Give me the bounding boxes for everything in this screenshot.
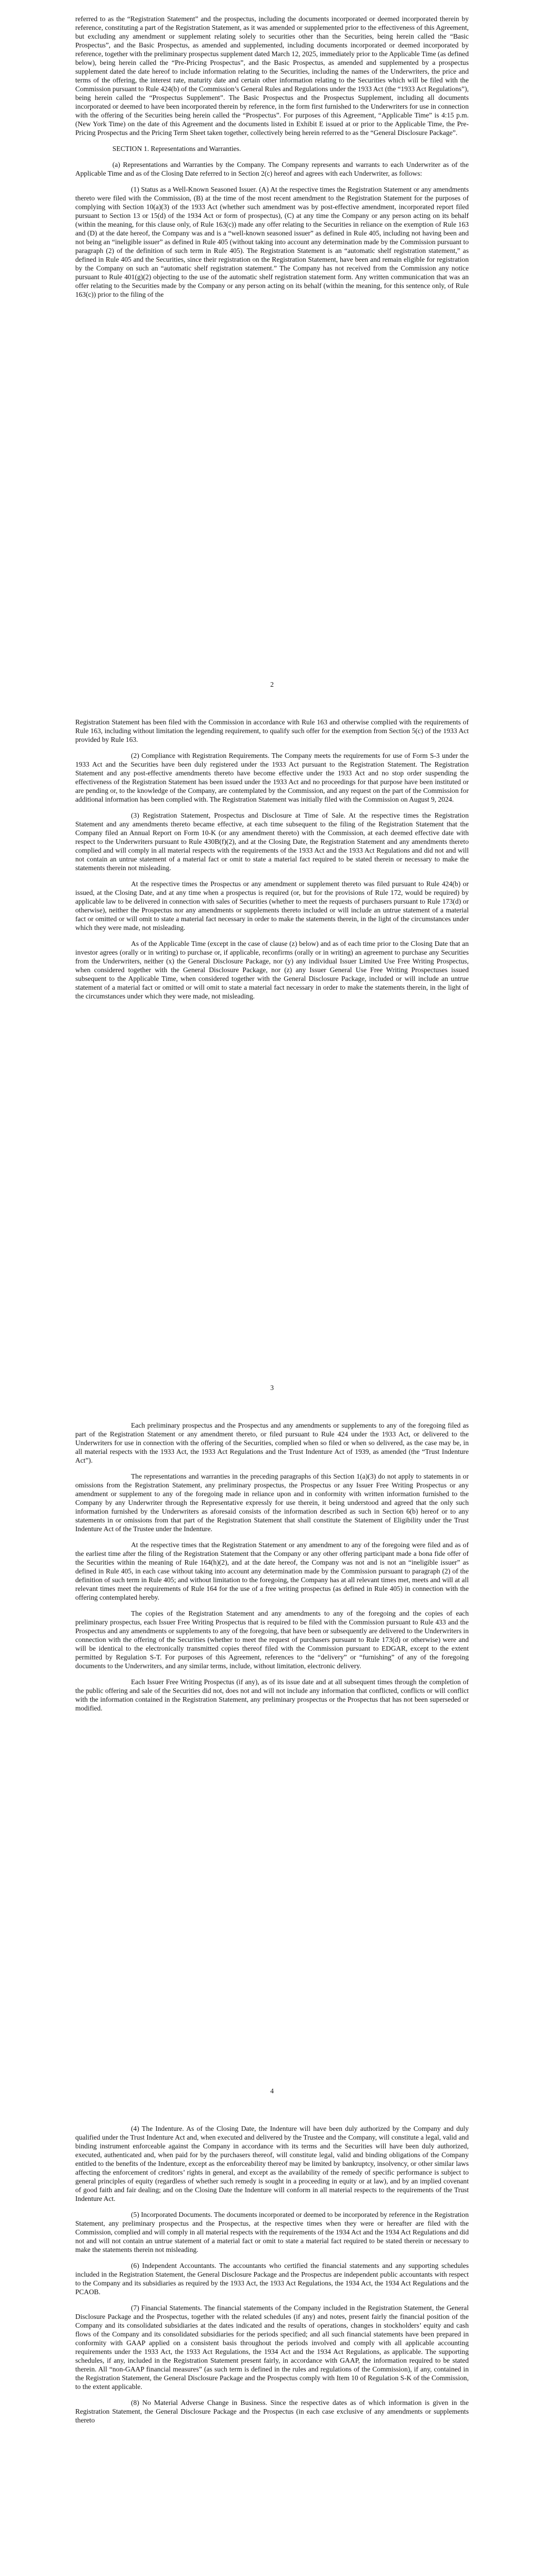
paragraph-1a-2: (2) Compliance with Registration Requirements. The Company meets the requirements for use of Form S-3 under the 1933 Act and the Securities have been duly registered under the 1933 Act pursuant to the Registration Statement. The Registration Statement and any post-effective amendments thereto have become effective under the 1933 Act and no stop order suspending the effectiveness of the Registration Statement has been issued under the 1933 Act and no proceedings for that purpose have been instituted or are pending or, to the knowledge of the Company, are contemplated by the Commission, and any request on the part of the Commission for additional information has been complied with. The Registration Statement was initially filed with the Commission on August 9, 2024. (75, 752, 469, 803)
paragraph-definitions: referred to as the “Registration Statement” and the prospectus, including the documents incorporated or deemed incorporated therein by reference, constituting a part of the Registration Statement, as it was amended or supplemented prior to the effectiveness of this Agreement, but excluding any amendment or supplement relating solely to securities other than the Securities, being herein called the “Basic Prospectus”, and the Basic Prospectus, as amended and supplemented, including documents incorporated or deemed incorporated by reference, together with the preliminary prospectus supplement dated March 12, 2025, immediately prior to the Applicable Time (as defined below), being herein called the “Pre-Pricing Prospectus”, and the Basic Prospectus, as amended and supplemented by a prospectus supplement dated the date hereof to include information relating to the Securities, including the names of the Underwriters, the price and terms of the offering, the interest rate, maturity date and certain other information relating to the Securities which will be filed with the Commission pursuant to Rule 424(b) of the Commission’s General Rules and Regulations under the 1933 Act (the “1933 Act Regulations”), being herein called the “Prospectus Supplement”. The Basic Prospectus and the Prospectus Supplement, including all documents incorporated or deemed to have been incorporated therein by reference, in the form first furnished to the Underwriters for use in connection with the offering of the Securities being herein called the “Prospectus”. For purposes of this Agreement, “Applicable Time” is 4:15 p.m. (New York Time) on the date of this Agreement and the documents listed in Exhibit E issued at or prior to the Applicable Time, the Pre-Pricing Prospectus and the Pricing Term Sheet taken together, collectively being herein referred to as the “General Disclosure Package”. (75, 15, 469, 137)
paragraph-preliminary-prospectus: Each preliminary prospectus and the Prospectus and any amendments or supplements to any of the foregoing filed as part of the Registration Statement or any amendment thereto, or filed pursuant to Rule 424 under the 1933 Act, or delivered to the Underwriters for use in connection with the offering of the Securities, complied when so filed or when so delivered, as the case may be, in all material respects with the 1933 Act, the 1933 Act Regulations and the Trust Indenture Act of 1939, as amended (the “Trust Indenture Act”). (75, 1421, 469, 1464)
paragraph-1a-3: (3) Registration Statement, Prospectus and Disclosure at Time of Sale. At the respective times the Registration Statement and any amendments thereto became effective, at each time subsequent to the filing of the Registration Statement that the Company filed an Annual Report on Form 10-K (or any amendment thereto) with the Commission, at each deemed effective date with respect to the Underwriters pursuant to Rule 430B(f)(2), and at the Closing Date, the Registration Statement and any amendments thereto complied and will comply in all material respects with the requirements of the 1933 Act and the 1933 Act Regulations and did not and will not contain an untrue statement of a material fact or omit to state a material fact required to be stated therein or necessary to make the statements therein not misleading. (75, 811, 469, 872)
paragraph-free-writing-prospectus: Each Issuer Free Writing Prospectus (if any), as of its issue date and at all subsequent times through the completion of the public offering and sale of the Securities did not, does not and will not include any information that conflicted, conflicts or will conflict with the information contained in the Registration Statement, any preliminary prospectus or the Prospectus that has not been superseded or modified. (75, 1678, 469, 1712)
paragraph-1a-4: (4) The Indenture. As of the Closing Date, the Indenture will have been duly authorized by the Company and duly qualified under the Trust Indenture Act and, when executed and delivered by the Trustee and the Company, will constitute a legal, valid and binding instrument enforceable against the Company in accordance with its terms and the Securities will have been duly authorized, executed, authenticated and, when paid for by the purchasers thereof, will constitute legal, valid and binding obligations of the Company entitled to the benefits of the Indenture, except as the enforceability thereof may be limited by bankruptcy, insolvency, or other similar laws affecting the enforcement of creditors’ rights in general, and except as the availability of the remedy of specific performance is subject to general principles of equity (regardless of whether such remedy is sought in a proceeding in equity or at law), and by an implied covenant of good faith and fair dealing; and on the Closing Date the Indenture will conform in all material respects to the requirements of the Trust Indenture Act. (75, 2125, 469, 2202)
paragraph-1a-8: (8) No Material Adverse Change in Business. Since the respective dates as of which information is given in the Registration Statement, the General Disclosure Package and the Prospectus (in each case exclusive of any amendments or supplements thereto (75, 2399, 469, 2424)
page-number: 2 (270, 681, 274, 688)
paragraph-representations-exclusion: The representations and warranties in the preceding paragraphs of this Section 1(a)(3) do not apply to statements in or omissions from the Registration Statement, any preliminary prospectus, the Prospectus or any Issuer Free Writing Prospectus or any amendment or supplement to any of the foregoing made in reliance upon and in conformity with written information furnished to the Company by any Underwriter through the Representative expressly for use therein, it being understood and agreed that the only such information furnished by the Underwriters as aforesaid consists of the information described as such in Section 6(b) hereof or to any statements in or omissions from that part of the Registration Statement that shall constitute the Statement of Eligibility under the Trust Indenture Act of the Trustee under the Indenture. (75, 1472, 469, 1533)
paragraph-1a-1: (1) Status as a Well-Known Seasoned Issuer. (A) At the respective times the Registration Statement or any amendments thereto were filed with the Commission, (B) at the time of the most recent amendment to the Registration Statement for the purposes of complying with Section 10(a)(3) of the 1933 Act (whether such amendment was by post-effective amendment, incorporated report filed pursuant to Section 13 or 15(d) of the 1934 Act or form of prospectus), (C) at any time the Company or any person acting on its behalf (within the meaning, for this clause only, of Rule 163(c)) made any offer relating to the Securities in reliance on the exemption of Rule 163 and (D) at the date hereof, the Company was and is a “well-known seasoned issuer” as defined in Rule 405, including not having been and not being an “ineligible issuer” as defined in Rule 405 (without taking into account any determination made by the Commission pursuant to paragraph (2) of the definition of such term in Rule 405). The Registration Statement is an “automatic shelf registration statement,” as defined in Rule 405 and the Securities, since their registration on the Registration Statement, have been and remain eligible for registration by the Company on such an “automatic shelf registration statement.” The Company has not received from the Commission any notice pursuant to Rule 401(g)(2) objecting to the use of the automatic shelf registration statement form. Any written communication that was an offer relating to the Securities made by the Company or any person acting on its behalf (within the meaning, for this sentence only, of Rule 163(c)) prior to the filing of the (75, 185, 469, 298)
paragraph-1a-6: (6) Independent Accountants. The accountants who certified the financial statements and any supporting schedules included in the Registration Statement, the General Disclosure Package and the Prospectus are independent public accountants with respect to the Company and its subsidiaries as required by the 1933 Act, the 1933 Act Regulations, the 1934 Act, the 1934 Act Regulations and the PCAOB. (75, 2262, 469, 2296)
paragraph-ineligible-issuer: At the respective times that the Registration Statement or any amendment to any of the foregoing were filed and as of the earliest time after the filing of the Registration Statement that the Company or any other offering participant made a bona fide offer of the Securities within the meaning of Rule 164(h)(2), and at the date hereof, the Company was not and is not an “ineligible issuer” as defined in Rule 405, in each case without taking into account any determination made by the Commission pursuant to paragraph (2) of the definition of such term in Rule 405; and without limitation to the foregoing, the Company has at all relevant times met, meets and will at all relevant times meet the requirements of Rule 164 for the use of a free writing prospectus (as defined in Rule 405) in connection with the offering contemplated hereby. (75, 1541, 469, 1601)
document-page-4 (0, 1406, 544, 2110)
paragraph-copies: The copies of the Registration Statement and any amendments to any of the foregoing and the copies of each preliminary prospectus, each Issuer Free Writing Prospectus that is required to be filed with the Commission pursuant to Rule 433 and the Prospectus and any amendments or supplements to any of the foregoing, that have been or subsequently are delivered to the Underwriters in connection with the offering of the Securities (whether to meet the request of purchasers pursuant to Rule 173(d) or otherwise) were and will be identical to the electronically transmitted copies thereof filed with the Commission pursuant to EDGAR, except to the extent permitted by Regulation S-T. For purposes of this Agreement, references to the “delivery” or “furnishing” of any of the foregoing documents to the Underwriters, and any similar terms, include, without limitation, electronic delivery. (75, 1609, 469, 1670)
page-number: 4 (270, 2087, 274, 2095)
paragraph-continuation: Registration Statement has been filed with the Commission in accordance with Rule 163 and otherwise complied with the requirements of Rule 163, including without limitation the legending requirement, to qualify such offer for the exemption from Section 5(c) of the 1933 Act provided by Rule 163. (75, 718, 469, 743)
page-number: 3 (270, 1384, 274, 1392)
paragraph-1a: (a) Representations and Warranties by the Company. The Company represents and warrants to each Underwriter as of the Applicable Time and as of the Closing Date referred to in Section 2(c) hereof and agrees with each Underwriter, as follows: (75, 161, 469, 177)
paragraph-prospectus-times: At the respective times the Prospectus or any amendment or supplement thereto was filed pursuant to Rule 424(b) or issued, at the Closing Date, and at any time when a prospectus is required (or, but for the provisions of Rule 172, would be required) by applicable law to be delivered in connection with sales of Securities (whether to meet the requests of purchasers pursuant to Rule 173(d) or otherwise), neither the Prospectus nor any amendments or supplements thereto included or will include an untrue statement of a material fact or omitted or will omit to state a material fact necessary in order to make the statements therein, in the light of the circumstances under which they were made, not misleading. (75, 880, 469, 931)
section-1-heading: SECTION 1. Representations and Warranties. (112, 145, 241, 152)
document-page-3 (0, 703, 544, 1406)
paragraph-1a-7: (7) Financial Statements. The financial statements of the Company included in the Registration Statement, the General Disclosure Package and the Prospectus, together with the related schedules (if any) and notes, present fairly the financial position of the Company and its consolidated subsidiaries at the dates indicated and the results of operations, changes in stockholders’ equity and cash flows of the Company and its consolidated subsidiaries for the periods specified; and all such financial statements have been prepared in conformity with GAAP applied on a consistent basis throughout the periods involved and comply with all applicable accounting requirements under the 1933 Act, the 1933 Act Regulations, the 1934 Act and the 1934 Act Regulations, as applicable. The supporting schedules, if any, included in the Registration Statement present fairly, in accordance with GAAP, the information required to be stated therein. All “non-GAAP financial measures” (as such term is defined in the rules and regulations of the Commission), if any, contained in the Registration Statement, the General Disclosure Package and the Prospectus comply with Item 10 of Regulation S-K of the Commission, to the extent applicable. (75, 2304, 469, 2391)
document-page-5 (0, 2110, 544, 2576)
paragraph-applicable-time: As of the Applicable Time (except in the case of clause (z) below) and as of each time prior to the Closing Date that an investor agrees (orally or in writing) to purchase or, if applicable, reconfirms (orally or in writing) an agreement to purchase any Securities from the Underwriters, neither (x) the General Disclosure Package, nor (y) any individual Issuer Limited Use Free Writing Prospectus, when considered together with the General Disclosure Package, nor (z) any Issuer General Use Free Writing Prospectuses issued subsequent to the Applicable Time, when considered together with the General Disclosure Package, included or will include an untrue statement of a material fact or omitted or will omit to state a material fact necessary in order to make the statements therein, in the light of the circumstances under which they were made, not misleading. (75, 940, 469, 1000)
paragraph-1a-5: (5) Incorporated Documents. The documents incorporated or deemed to be incorporated by reference in the Registration Statement, any preliminary prospectus and the Prospectus, at the respective times when they were or hereafter are filed with the Commission, complied and will comply in all material respects with the requirements of the 1934 Act and the 1934 Act Regulations and did not and will not contain an untrue statement of a material fact or omit to state a material fact required to be stated therein or necessary to make the statements therein not misleading. (75, 2211, 469, 2253)
document-page-2 (0, 0, 544, 703)
